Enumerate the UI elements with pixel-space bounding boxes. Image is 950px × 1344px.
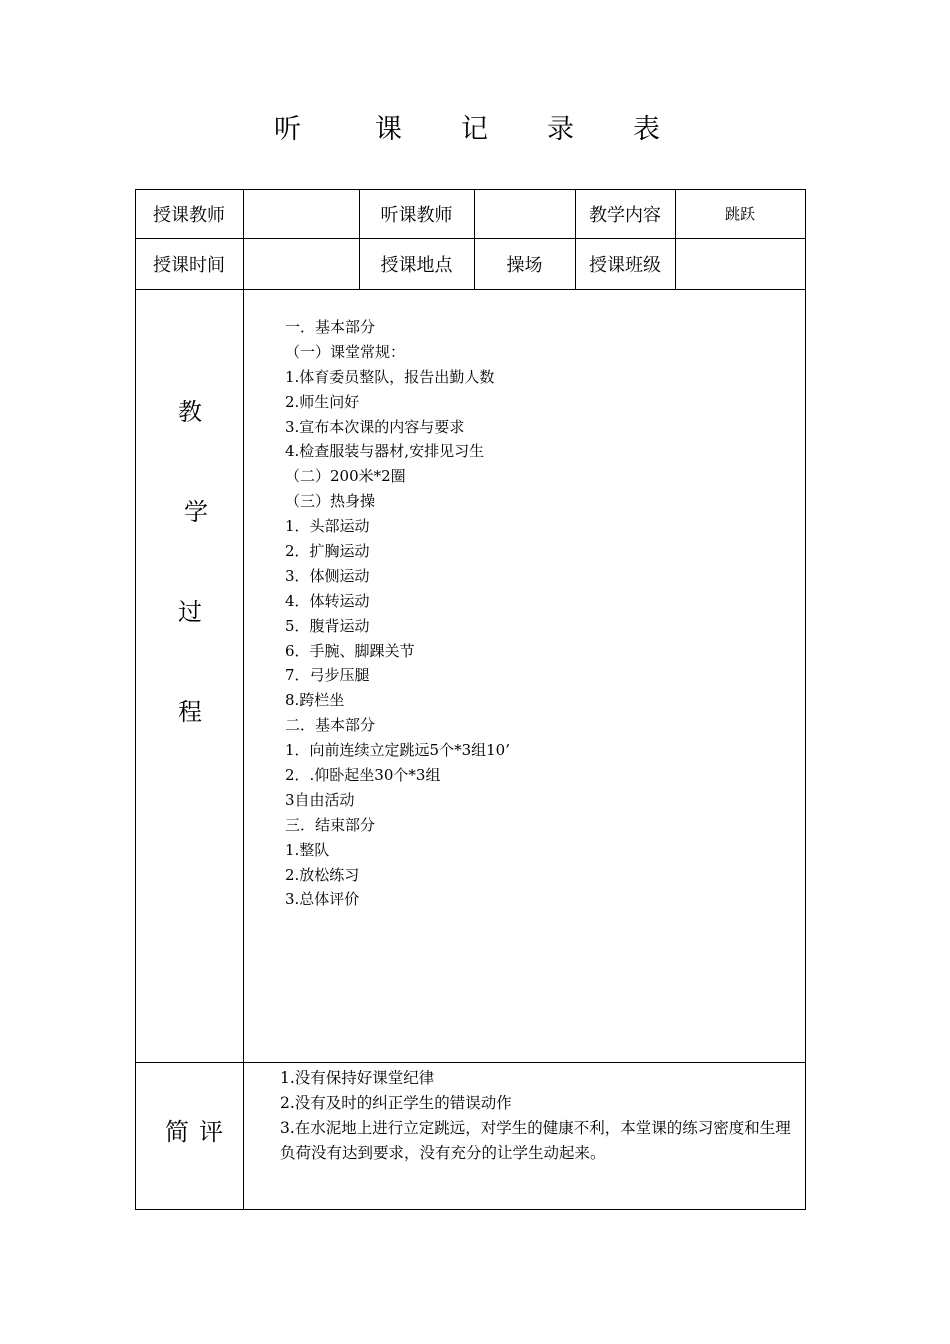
process-label-char: 过	[178, 598, 202, 626]
class-value	[675, 238, 805, 289]
process-line: 1．头部运动	[285, 517, 370, 536]
title-char: 课	[375, 114, 402, 145]
table-divider	[135, 1062, 806, 1063]
process-label-char: 学	[184, 498, 208, 526]
table-divider	[243, 189, 244, 1210]
teacher-label: 授课教师	[153, 204, 225, 226]
process-line: 3.宣布本次课的内容与要求	[285, 417, 465, 436]
content-value: 跳跃	[724, 205, 755, 223]
process-line: （一）课堂常规：	[285, 342, 406, 361]
process-line: 2．扩胸运动	[285, 542, 370, 561]
comment-line: 1.没有保持好课堂纪律	[280, 1069, 435, 1087]
process-line: 3自由活动	[285, 790, 355, 809]
process-line: 一．基本部分	[285, 318, 376, 336]
time-value	[243, 238, 359, 289]
comment-label: 简评	[165, 1118, 233, 1146]
listener-label: 听课教师	[380, 204, 453, 226]
process-line: 2.师生问好	[285, 392, 360, 411]
process-line: 3.总体评价	[285, 890, 360, 909]
table-divider	[135, 289, 806, 290]
process-line: 4．体转运动	[285, 591, 370, 610]
comment-content	[280, 1066, 802, 1166]
place-label: 授课地点	[380, 254, 453, 276]
title-char: 表	[633, 114, 660, 145]
table-border-left	[135, 189, 136, 1210]
process-line: 三．结束部分	[285, 815, 376, 834]
process-line: （二）200米*2圈	[285, 467, 406, 486]
process-line: 3．体侧运动	[285, 566, 370, 585]
comment-line: 2.没有及时的纠正学生的错误动作	[280, 1094, 512, 1112]
class-label: 授课班级	[589, 254, 661, 276]
table-border-right	[805, 189, 806, 1210]
process-line: 1.体育委员整队，报告出勤人数	[285, 367, 495, 386]
process-label-char: 程	[178, 698, 202, 726]
process-line: 6．手腕、脚踝关节	[285, 641, 415, 660]
place-value: 操场	[506, 254, 543, 276]
process-line: 二．基本部分	[285, 716, 376, 735]
process-line: 2.放松练习	[285, 865, 360, 884]
title-char: 录	[547, 114, 574, 145]
teacher-value	[243, 189, 359, 238]
title-char: 听	[274, 114, 301, 145]
process-line: 1．向前连续立定跳远5个*3组10’	[285, 741, 510, 760]
record-table	[135, 189, 806, 1210]
time-label: 授课时间	[153, 254, 225, 276]
process-line: 2．.仰卧起坐30个*3组	[285, 766, 441, 785]
process-label-char: 教	[178, 398, 202, 426]
process-line: 8.跨栏坐	[285, 691, 345, 710]
process-line: 4.检查服装与器材,安排见习生	[285, 442, 485, 461]
process-line: 5．腹背运动	[285, 616, 370, 635]
process-content	[285, 315, 510, 912]
process-line: 7．弓步压腿	[285, 666, 370, 685]
process-line: 1.整队	[285, 840, 330, 859]
listener-value	[474, 189, 575, 238]
content-label: 教学内容	[589, 204, 661, 226]
title-char: 记	[461, 114, 488, 145]
table-border-bottom	[135, 1209, 806, 1210]
page-title	[0, 112, 950, 152]
comment-line: 3.在水泥地上进行立定跳远，对学生的健康不利，本堂课的练习密度和生理负荷没有达到要求，没有充分的让学生动起来。	[280, 1119, 791, 1162]
process-line: （三）热身操	[285, 492, 376, 511]
